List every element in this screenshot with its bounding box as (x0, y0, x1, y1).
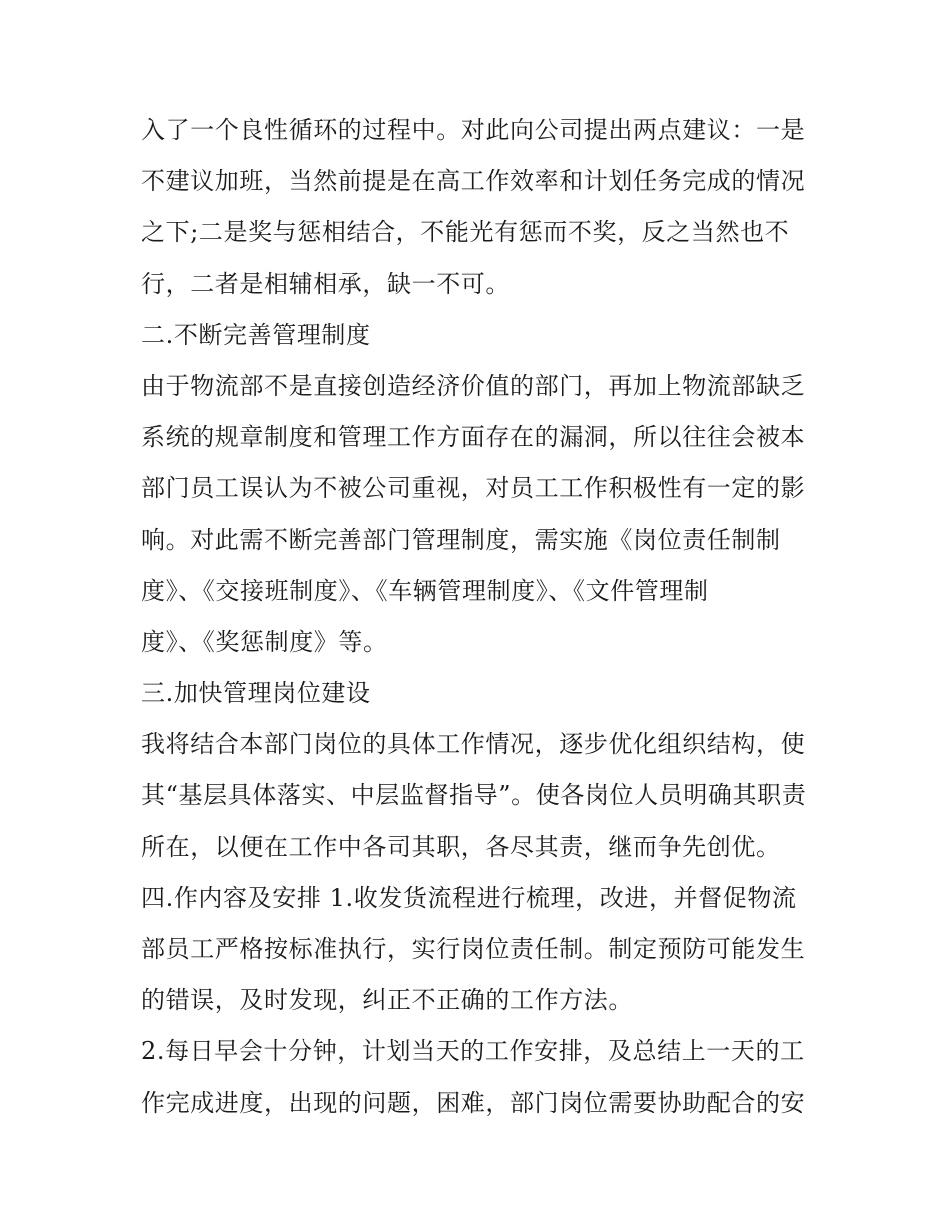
list-item: 2.每日早会十分钟，计划当天的工作安排，及总结上一天的工 (141, 1037, 805, 1066)
text-line: 度》、《奖惩制度》等。 (141, 627, 388, 656)
text-line: 之下;二是奖与惩相结合，不能光有惩而不奖，反之当然也不 (141, 218, 790, 247)
text-line: 行，二者是相辅相承，缺一不可。 (141, 269, 510, 298)
text-line: 部员工严格按标准执行，实行岗位责任制。制定预防可能发生 (141, 935, 806, 963)
section-heading: 三.加快管理岗位建设 (141, 679, 371, 708)
section-heading: 二.不断完善管理制度 (141, 320, 371, 349)
text-line: 部门员工误认为不被公司重视，对员工工作积极性有一定的影 (141, 474, 806, 503)
text-line: 由于物流部不是直接创造经济价值的部门，再加上物流部缺乏 (141, 371, 806, 400)
text-line: 度》、《交接班制度》、《车辆管理制度》、《文件管理制 (141, 576, 709, 605)
text-line: 的错误，及时发现，纠正不正确的工作方法。 (141, 986, 633, 1015)
text-line: 所在，以便在工作中各司其职，各尽其责，继而争先创优。 (141, 832, 781, 861)
text-line: 不建议加班，当然前提是在高工作效率和计划任务完成的情况 (141, 167, 806, 196)
text-line: 其“基层具体落实、中层监督指导”。使各岗位人员明确其职责 (141, 781, 807, 810)
text-line: 系统的规章制度和管理工作方面存在的漏洞，所以往往会被本 (141, 423, 806, 452)
document-body (141, 105, 816, 1129)
text-line: 作完成进度，出现的问题，困难，部门岗位需要协助配合的安 (141, 1088, 806, 1117)
text-line: 入了一个良性循环的过程中。对此向公司提出两点建议：一是 (141, 116, 806, 144)
section-heading: 四.作内容及安排 1.收发货流程进行梳理，改进，并督促物流 (141, 883, 797, 912)
text-line: 响。对此需不断完善部门管理制度，需实施《岗位责任制制 (141, 525, 781, 554)
text-line: 我将结合本部门岗位的具体工作情况，逐步优化组织结构，使 (141, 730, 806, 759)
